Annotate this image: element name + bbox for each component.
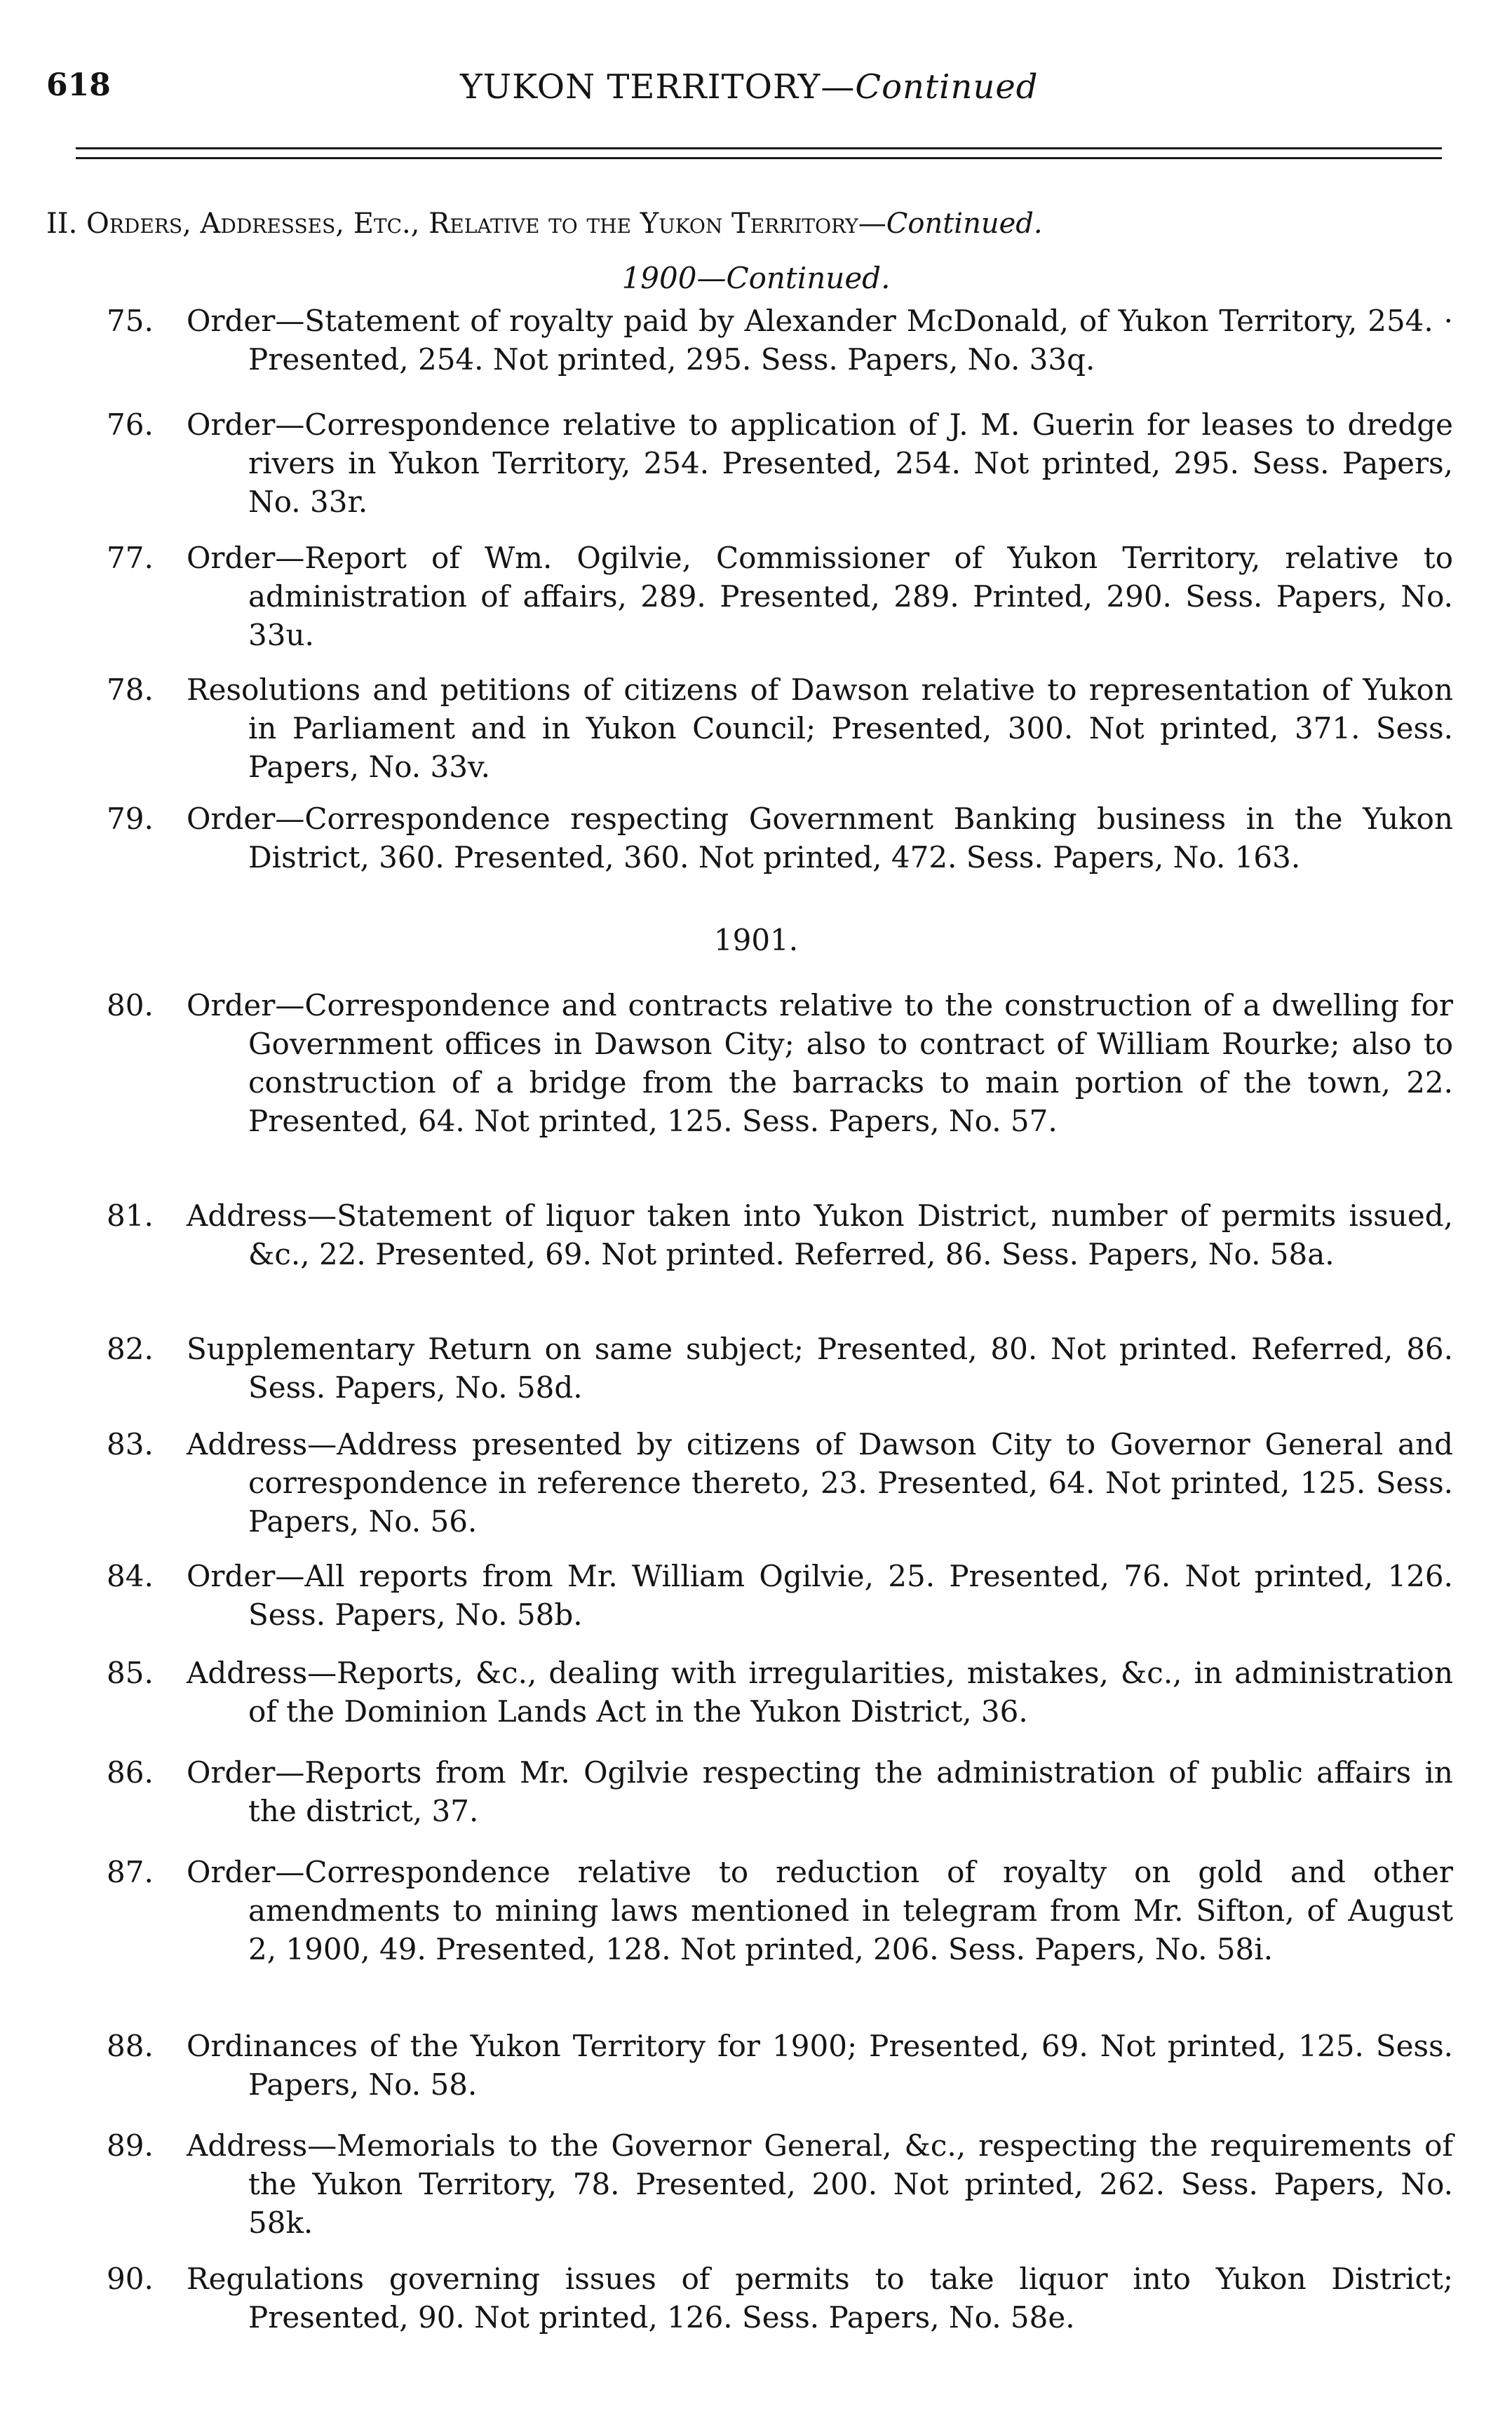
entry-number: 76. (107, 407, 154, 442)
page-header (46, 67, 1460, 116)
entry-number: 89. (107, 2128, 154, 2163)
entry-81 (107, 1196, 1453, 1274)
entry-text: Ordinances of the Yukon Territory for 1900; Presented, 69. Not printed, 125. Sess. Papers, No. 58. (187, 2029, 1453, 2102)
entry-text: Address—Reports, &c., dealing with irregularities, mistakes, &c., in administration of the Dominion Lands Act in the Yukon District, 36. (187, 1656, 1453, 1729)
entry-number: 84. (107, 1559, 154, 1593)
entry-84 (107, 1557, 1453, 1634)
entry-number: 88. (107, 2029, 154, 2063)
running-head-continued: Continued (855, 67, 1039, 107)
page-number: 618 (46, 67, 111, 103)
entry-83 (107, 1425, 1453, 1541)
entry-number: 83. (107, 1427, 154, 1461)
entry-text: Address—Memorials to the Governor General, &c., respecting the requirements of the Yukon Territory, 78. Presented, 200. Not printed, 262. Sess. Papers, No. 58k. (187, 2128, 1453, 2240)
running-head-title: YUKON TERRITORY (460, 67, 821, 107)
entry-text: Order—Statement of royalty paid by Alexander McDonald, of Yukon Territory, 254. · Presented, 254. Not printed, 295. Sess. Papers, No. 33q. (187, 304, 1453, 377)
entry-text: Order—Correspondence relative to application of J. M. Guerin for leases to dredge rivers in Yukon Territory, 254. Presented, 254. Not printed, 295. Sess. Papers, No. 33r. (187, 407, 1453, 519)
section-title-continued: Continued. (886, 208, 1043, 240)
entry-text: Order—Correspondence and contracts relative to the construction of a dwelling for Government offices in Dawson City; also to contract of William Rourke; also to construction of a bridge from the barracks to main portion of the town, 22. Presented, 64. Not printed, 125. Sess. Papers, No. 57. (187, 988, 1453, 1138)
entry-number: 77. (107, 541, 154, 575)
entry-88 (107, 2027, 1453, 2104)
entry-text: Order—Correspondence relative to reduction of royalty on gold and other amendments to mining laws mentioned in telegram from Mr. Sifton, of August 2, 1900, 49. Presented, 128. Not printed, 206. Sess. Papers, No. 58i. (187, 1855, 1453, 1966)
entry-86 (107, 1753, 1453, 1830)
entry-87 (107, 1853, 1453, 1968)
entry-text: Order—All reports from Mr. William Ogilvie, 25. Presented, 76. Not printed, 126. Sess. Papers, No. 58b. (187, 1559, 1453, 1632)
entry-text: Order—Reports from Mr. Ogilvie respecting the administration of public affairs in the district, 37. (187, 1755, 1453, 1828)
entry-number: 81. (107, 1198, 154, 1233)
entry-number: 86. (107, 1755, 154, 1790)
year-heading-1900: 1900—Continued. (621, 261, 891, 295)
entry-78 (107, 670, 1453, 786)
entry-number: 79. (107, 802, 154, 836)
entry-number: 78. (107, 673, 154, 707)
section-title: II. Orders, Addresses, Etc., Relative to the Yukon Territory—Continued. (46, 208, 1043, 240)
entry-text: Supplementary Return on same subject; Presented, 80. Not printed. Referred, 86. Sess. Papers, No. 58d. (187, 1332, 1453, 1405)
section-title-text: Orders, Addresses, Etc., Relative to the Yukon Territory (86, 208, 858, 240)
entry-77 (107, 539, 1453, 654)
entry-text: Address—Address presented by citizens of Dawson City to Governor General and correspondence in reference thereto, 23. Presented, 64. Not printed, 125. Sess. Papers, No. 56. (187, 1427, 1453, 1539)
entry-79 (107, 799, 1453, 877)
entry-82 (107, 1330, 1453, 1407)
entry-number: 80. (107, 988, 154, 1022)
entry-90 (107, 2260, 1453, 2337)
entry-text: Resolutions and petitions of citizens of Dawson relative to representation of Yukon in Parliament and in Yukon Council; Presented, 300. Not printed, 371. Sess. Papers, No. 33v. (187, 673, 1453, 784)
entry-76 (107, 405, 1453, 521)
entry-number: 87. (107, 1855, 154, 1889)
running-head: YUKON TERRITORY—Continued (460, 67, 1039, 107)
entry-number: 82. (107, 1332, 154, 1366)
entry-text: Address—Statement of liquor taken into Yukon District, number of permits issued, &c., 22. Presented, 69. Not printed. Referred, 86. Sess. Papers, No. 58a. (187, 1198, 1453, 1271)
section-roman: II. (46, 208, 78, 240)
header-rule-top (76, 147, 1442, 149)
entry-75 (107, 302, 1453, 379)
entry-text: Regulations governing issues of permits to take liquor into Yukon District; Presented, 90. Not printed, 126. Sess. Papers, No. 58e. (187, 2262, 1453, 2335)
entry-number: 75. (107, 304, 154, 338)
year-heading-1901: 1901. (713, 923, 799, 957)
entry-85 (107, 1654, 1453, 1731)
entry-number: 90. (107, 2262, 154, 2296)
header-rule-bottom (76, 157, 1442, 159)
entry-80 (107, 986, 1453, 1140)
entry-text: Order—Report of Wm. Ogilvie, Commissioner of Yukon Territory, relative to administration of affairs, 289. Presented, 289. Printed, 290. Sess. Papers, No. 33u. (187, 541, 1453, 652)
entry-text: Order—Correspondence respecting Government Banking business in the Yukon District, 360. Presented, 360. Not printed, 472. Sess. Papers, No. 163. (187, 802, 1453, 874)
entry-number: 85. (107, 1656, 154, 1690)
entry-89 (107, 2126, 1453, 2242)
